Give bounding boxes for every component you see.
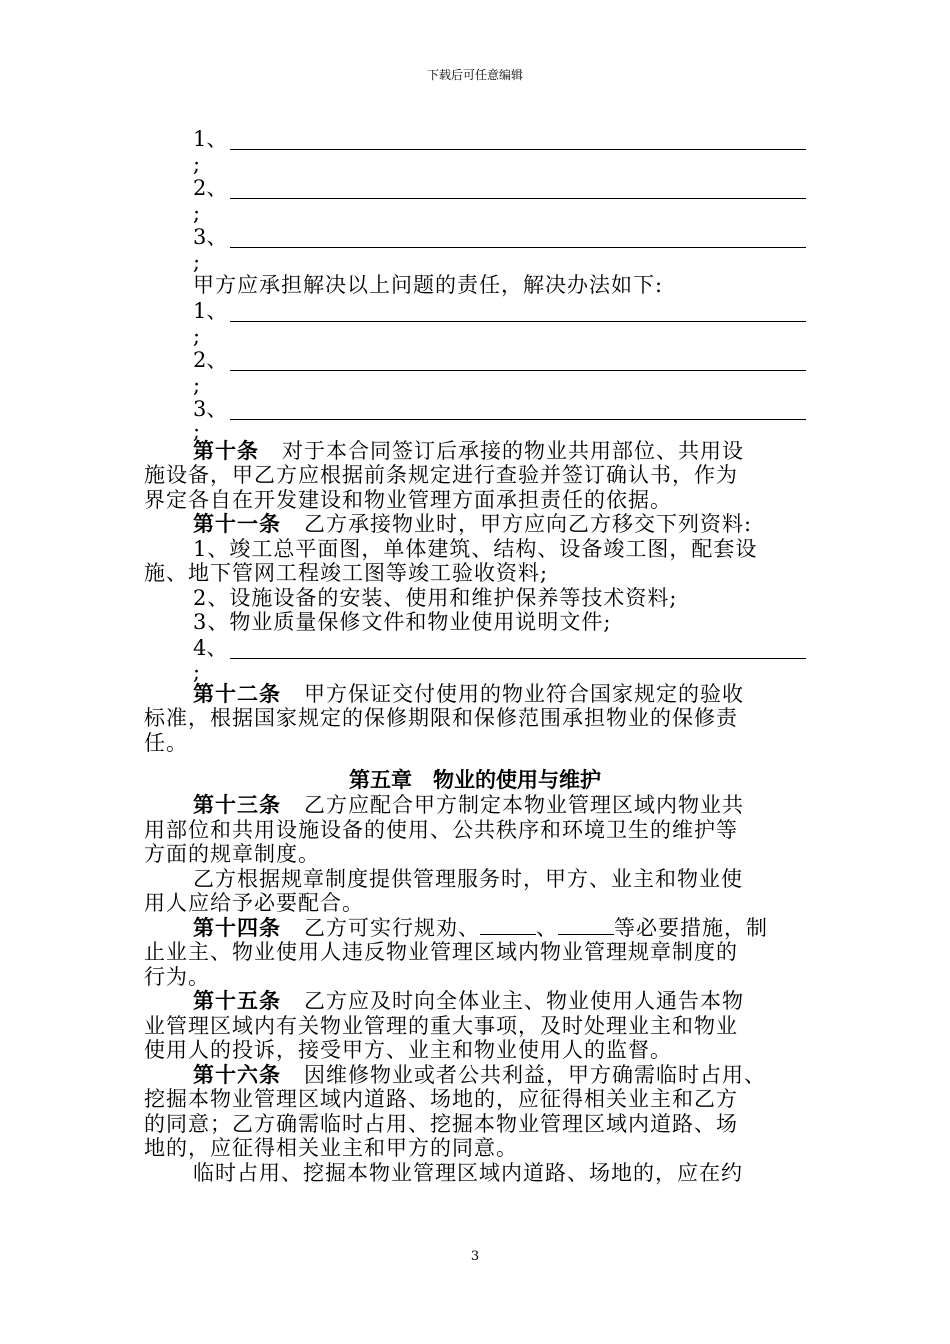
article-16-line: 地的，应征得相关业主和甲方的同意。 <box>144 1136 518 1160</box>
item-number: 1、 <box>193 127 228 151</box>
blank-line-item <box>193 347 806 374</box>
article-16: 第十六条 因维修物业或者公共利益，甲方确需临时占用、 <box>193 1061 767 1087</box>
article-15-line: 使用人的投诉，接受甲方、业主和物业使用人的监督。 <box>144 1038 672 1062</box>
article-15: 第十五条 乙方应及时向全体业主、物业使用人通告本物 <box>193 988 745 1013</box>
fill-in-blank <box>230 419 806 420</box>
article-16-line: 挖掘本物业管理区域内道路、场地的，应征得相关业主和乙方 <box>144 1087 738 1111</box>
article-14: 第十四条 乙方可实行规劝、 、 等必要措施，制 <box>193 914 769 940</box>
blank-line-item <box>193 126 806 153</box>
article-13-para: 用人应给予必要配合。 <box>144 891 364 915</box>
blank-line-item <box>193 175 806 202</box>
article-11: 第十一条 乙方承接物业时，甲方应向乙方移交下列资料: <box>193 511 753 536</box>
article-11-item: 1、竣工总平面图，单体建筑、结构、设备竣工图，配套设 <box>193 536 758 561</box>
article-title: 第十五条 <box>193 988 281 1013</box>
article-13: 第十三条 乙方应配合甲方制定本物业管理区域内物业共 <box>193 792 745 817</box>
article-title: 第十条 <box>193 437 259 463</box>
article-13-line: 用部位和共用设施设备的使用、公共秩序和环境卫生的维护等 <box>144 817 738 842</box>
semicolon: ; <box>193 372 201 397</box>
article-title: 第十一条 <box>193 511 281 536</box>
page-number: 3 <box>470 1249 480 1264</box>
fill-in-blank <box>230 370 806 371</box>
fill-in-blank <box>230 198 806 199</box>
item-number: 2、 <box>193 176 228 200</box>
blank-line-item <box>193 396 806 423</box>
article-12-line: 任。 <box>144 730 188 755</box>
responsibility-intro: 甲方应承担解决以上问题的责任，解决办法如下: <box>193 273 664 297</box>
page-header: 下载后可任意编辑 <box>426 68 523 82</box>
fill-in-blank <box>480 916 536 935</box>
article-16-para: 临时占用、挖掘本物业管理区域内道路、场地的，应在约 <box>193 1160 743 1185</box>
article-10-line: 界定各自在开发建设和物业管理方面承担责任的依据。 <box>144 487 672 512</box>
fill-in-blank <box>230 247 806 248</box>
article-title: 第十四条 <box>193 914 281 940</box>
article-14-line: 行为。 <box>144 964 210 989</box>
semicolon: ; <box>193 323 201 348</box>
article-15-line: 业管理区域内有关物业管理的重大事项，及时处理业主和物业 <box>144 1013 738 1038</box>
item-number: 2、 <box>193 347 228 372</box>
semicolon: ; <box>193 201 201 225</box>
item-number: 3、 <box>193 396 228 421</box>
blank-line-item <box>193 635 806 662</box>
article-13-line: 方面的规章制度。 <box>144 842 320 866</box>
blank-line-item <box>193 298 806 325</box>
fill-in-blank <box>230 658 806 659</box>
article-10-line: 施设备，甲乙方应根据前条规定进行查验并签订确认书，作为 <box>144 463 738 487</box>
article-13-para: 乙方根据规章制度提供管理服务时，甲方、业主和物业使 <box>193 866 743 891</box>
article-10: 第十条 对于本合同签订后承接的物业共用部位、共用设 <box>193 437 745 463</box>
semicolon: ; <box>193 418 201 443</box>
document-body <box>144 126 806 1185</box>
semicolon: ; <box>193 152 201 176</box>
fill-in-blank <box>558 916 614 935</box>
article-11-item: 施、地下管网工程竣工图等竣工验收资料; <box>144 561 549 585</box>
item-number: 4、 <box>193 635 228 660</box>
article-11-item: 3、物业质量保修文件和物业使用说明文件; <box>193 610 612 634</box>
article-title: 第十六条 <box>193 1061 281 1087</box>
article-14-line: 止业主、物业使用人违反物业管理区域内物业管理规章制度的 <box>144 940 738 964</box>
article-title: 第十三条 <box>193 792 281 817</box>
article-title: 第十二条 <box>193 680 281 706</box>
semicolon: ; <box>193 659 201 684</box>
fill-in-blank <box>230 149 806 150</box>
chapter-heading: 第五章 物业的使用与维护 <box>349 767 601 792</box>
item-number: 3、 <box>193 225 228 249</box>
semicolon: ; <box>193 250 201 274</box>
item-number: 1、 <box>193 298 228 323</box>
fill-in-blank <box>230 321 806 322</box>
blank-line-item <box>193 224 806 251</box>
article-12: 第十二条 甲方保证交付使用的物业符合国家规定的验收 <box>193 680 745 706</box>
article-11-item: 2、设施设备的安装、使用和维护保养等技术资料; <box>193 585 678 610</box>
article-16-line: 的同意；乙方确需临时占用、挖掘本物业管理区域内道路、场 <box>144 1111 738 1136</box>
article-12-line: 标准，根据国家规定的保修期限和保修范围承担物业的保修责 <box>144 706 738 730</box>
